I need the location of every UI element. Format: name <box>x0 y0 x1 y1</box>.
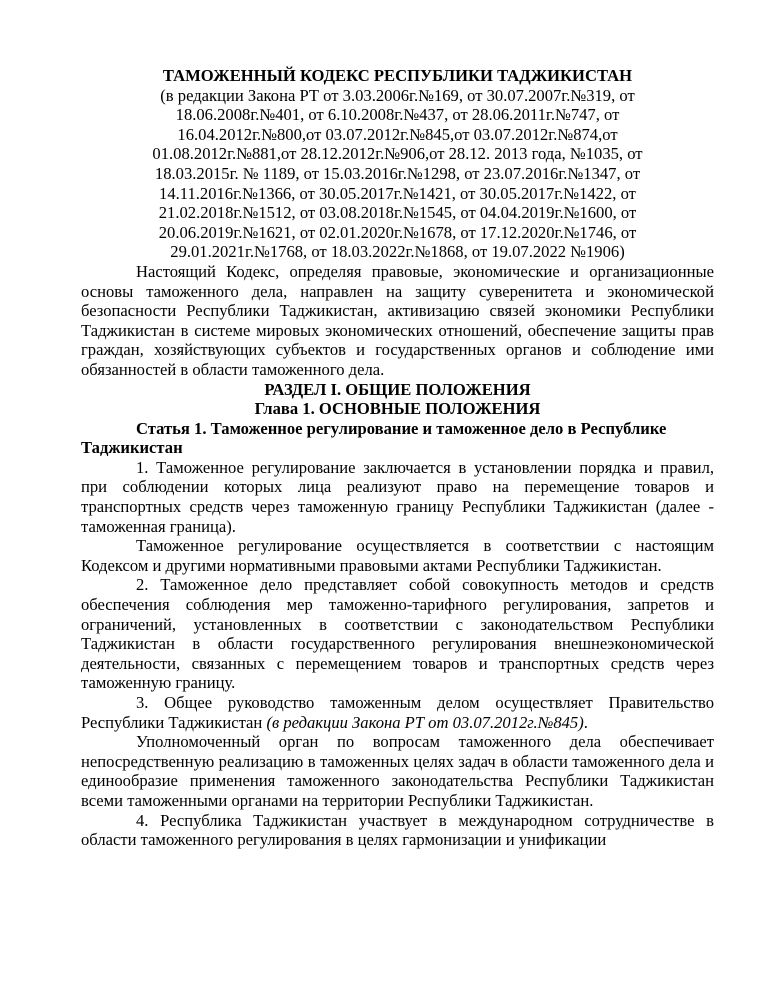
paragraph: 2. Таможенное дело представляет собой совокупность методов и средств обеспечения соблюдения мер таможенно-тарифного регулирования, запретов и ограничений, установленных в соответствии с законодательством Республики Таджикистан в области государственного регулирования внешнеэкономической деятельности, связанных с перемещением товаров и транспортных средств через таможенную границу. <box>81 575 714 693</box>
paragraph-text: 3. Общее руководство таможенным делом осуществляет Правительство Республики Таджикистан <box>81 693 714 732</box>
section-heading: РАЗДЕЛ I. ОБЩИЕ ПОЛОЖЕНИЯ <box>264 379 531 399</box>
edition-line[interactable]: 01.08.2012г.№881,от 28.12.2012г.№906,от 28.12. 2013 года, №1035, от <box>152 144 643 164</box>
chapter-heading: Глава 1. ОСНОВНЫЕ ПОЛОЖЕНИЯ <box>254 399 541 419</box>
amendment-note[interactable]: (в редакции Закона РТ от 03.07.2012г.№845) <box>266 712 584 732</box>
article-heading: Статья 1. Таможенное регулирование и таможенное дело в Республике Таджикистан <box>81 418 667 458</box>
document-title: ТАМОЖЕННЫЙ КОДЕКС РЕСПУБЛИКИ ТАДЖИКИСТАН <box>162 66 633 85</box>
edition-note <box>81 86 714 262</box>
edition-line[interactable]: 14.11.2016г.№1366, от 30.05.2017г.№1421, от 30.05.2017г.№1422, от <box>159 183 636 203</box>
edition-line[interactable]: (в редакции Закона РТ от 3.03.2006г.№169, от 30.07.2007г.№319, от <box>160 85 635 105</box>
edition-line[interactable]: 29.01.2021г.№1768, от 18.03.2022г.№1868, от 19.07.2022 №1906) <box>170 242 625 262</box>
edition-line[interactable]: 16.04.2012г.№800,от 03.07.2012г.№845,от 03.07.2012г.№874,от <box>177 124 618 144</box>
edition-line[interactable]: 18.06.2008г.№401, от 6.10.2008г.№437, от 28.06.2011г.№747, от <box>175 105 620 125</box>
paragraph: Уполномоченный орган по вопросам таможенного дела обеспечивает непосредственную реализацию в таможенных целях задач в области таможенного дела и единообразие применения таможенного законодательства Республики Таджикистан всеми таможенными органами на территории Республики Таджикистан. <box>81 732 714 810</box>
paragraph: 1. Таможенное регулирование заключается в установлении порядка и правил, при соблюдении которых лица реализуют право на перемещение товаров и транспортных средств через таможенную границу Республики Таджикистан (далее - таможенная граница). <box>81 457 714 536</box>
paragraph <box>81 693 714 732</box>
edition-line[interactable]: 20.06.2019г.№1621, от 02.01.2020г.№1678, от 17.12.2020г.№1746, от <box>158 222 637 242</box>
preamble: Настоящий Кодекс, определяя правовые, экономические и организационные основы таможенного дела, направлен на защиту суверенитета и экономической безопасности Республики Таджикистан, активизацию связей экономики Республики Таджикистан в системе мировых экономических отношений, обеспечение защиты прав граждан, хозяйствующих субъектов и государственных органов и соблюдение ими обязанностей в области таможенного дела. <box>81 261 714 379</box>
paragraph: 4. Республика Таджикистан участвует в международном сотрудничестве в области таможенного регулирования в целях гармонизации и унификации <box>81 810 714 850</box>
paragraph-end: . <box>583 712 588 732</box>
document-page <box>81 66 714 850</box>
paragraph: Таможенное регулирование осуществляется в соответствии с настоящим Кодексом и другими нормативными правовыми актами Республики Таджикистан. <box>81 536 714 575</box>
edition-line[interactable]: 18.03.2015г. № 1189, от 15.03.2016г.№1298, от 23.07.2016г.№1347, от <box>154 163 641 183</box>
edition-line[interactable]: 21.02.2018г.№1512, от 03.08.2018г.№1545, от 04.04.2019г.№1600, от <box>158 203 637 223</box>
